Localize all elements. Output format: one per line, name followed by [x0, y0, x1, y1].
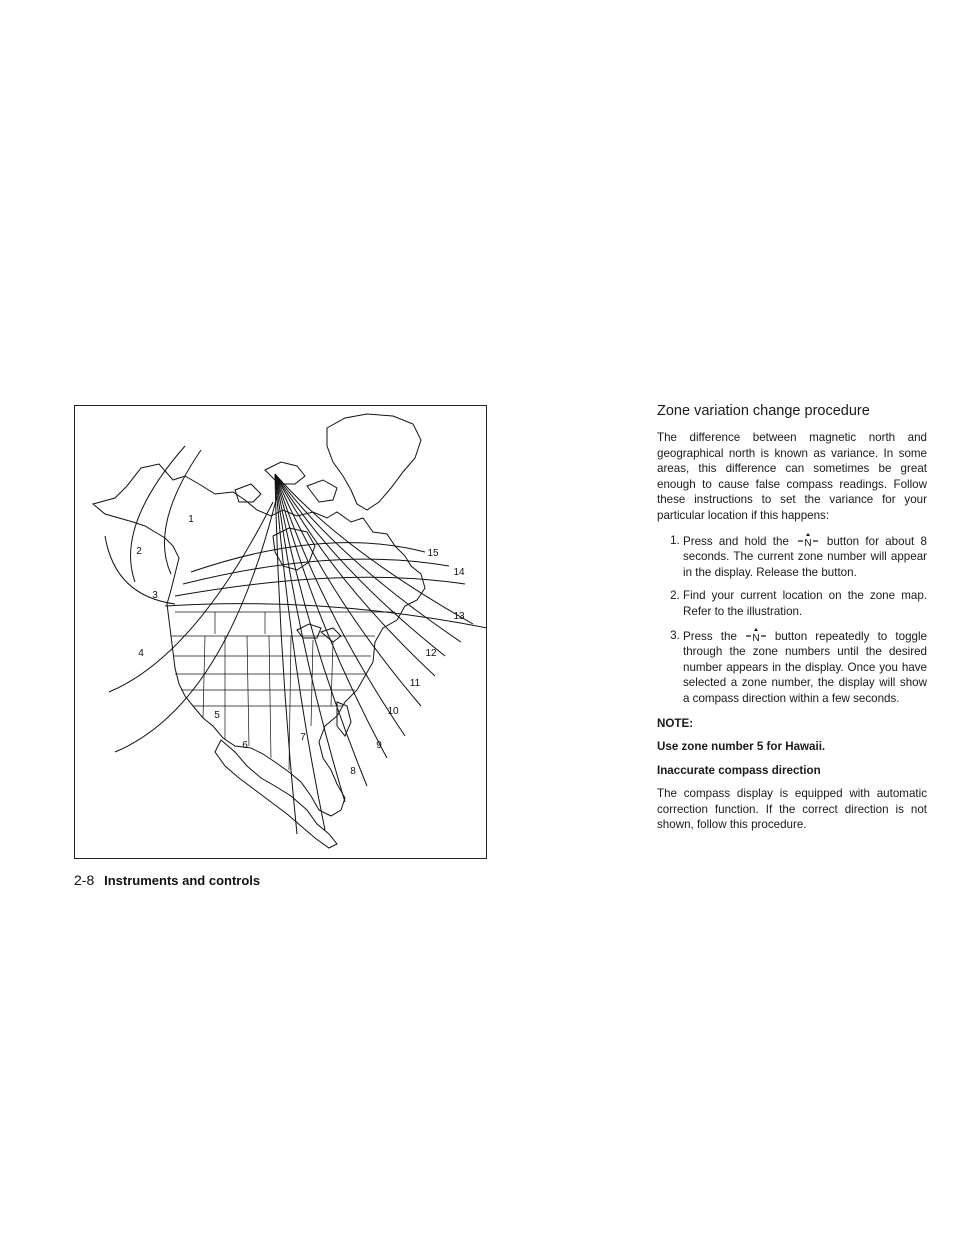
- note-text: Use zone number 5 for Hawaii.: [657, 740, 826, 754]
- step-1: [657, 533, 927, 581]
- zone-label-2: 2: [136, 546, 142, 557]
- section-heading: Zone variation change procedure: [657, 403, 870, 419]
- zone-label-8: 8: [350, 766, 356, 777]
- zone-label-3: 3: [152, 590, 158, 601]
- svg-text:N: N: [752, 632, 760, 642]
- step-number: 2.: [670, 589, 680, 603]
- step-text: Find your current location on the zone map. Refer to the illustration.: [683, 589, 927, 618]
- note-label: NOTE:: [657, 716, 694, 730]
- closing-paragraph: The compass display is equipped with automatic correction function. If the correct direction is not shown, follow this procedure.: [657, 787, 927, 832]
- text-column: [657, 402, 927, 842]
- state-boundaries: [171, 612, 395, 770]
- procedure-steps: [657, 533, 927, 707]
- step-number: 3.: [670, 628, 680, 642]
- zone-label-7: 7: [300, 732, 306, 743]
- zone-label-6: 6: [242, 740, 248, 751]
- intro-paragraph: The difference between magnetic north and geographical north is known as variance. In some areas, this difference can sometimes be great enough to cause false compass readings. Follow these instructions to set the variance for your particular location if this happens:: [657, 431, 927, 522]
- zone-radial-line: [275, 474, 387, 758]
- step-text: Press and hold the N button for about 8 seconds. The current zone number will appear in the display. Release the button.: [683, 534, 927, 579]
- step-2: [657, 588, 927, 619]
- compass-north-button-icon: [797, 533, 819, 547]
- zone-radial-line: [275, 474, 473, 624]
- continent-outline: [93, 414, 425, 848]
- zone-label-10: 10: [387, 706, 399, 717]
- zone-label-5: 5: [214, 710, 220, 721]
- step-3: [657, 628, 927, 707]
- zone-labels: [136, 514, 465, 777]
- zone-label-1: 1: [188, 514, 194, 525]
- zone-map-illustration: [75, 406, 487, 859]
- zone-label-4: 4: [138, 648, 144, 659]
- page-number: 2-8: [74, 872, 95, 888]
- step-number: 1.: [670, 533, 680, 547]
- zone-label-15: 15: [427, 548, 439, 559]
- zone-label-11: 11: [409, 678, 421, 689]
- zone-label-12: 12: [425, 648, 437, 659]
- compass-north-button-icon: [745, 628, 767, 642]
- section-title: Instruments and controls: [104, 873, 261, 888]
- zone-map-figure: [74, 405, 487, 859]
- subheading: Inaccurate compass direction: [657, 763, 821, 777]
- page-footer: [74, 872, 260, 888]
- step-text: Press the N button repeatedly to toggle through the zone numbers until the desired number appears in the display. Once you have selected a zone number, the display will show a compass direction within a few seconds.: [683, 629, 927, 705]
- zone-label-13: 13: [453, 611, 465, 622]
- zone-label-14: 14: [453, 567, 465, 578]
- svg-text:N: N: [804, 537, 812, 547]
- zone-label-9: 9: [376, 740, 382, 751]
